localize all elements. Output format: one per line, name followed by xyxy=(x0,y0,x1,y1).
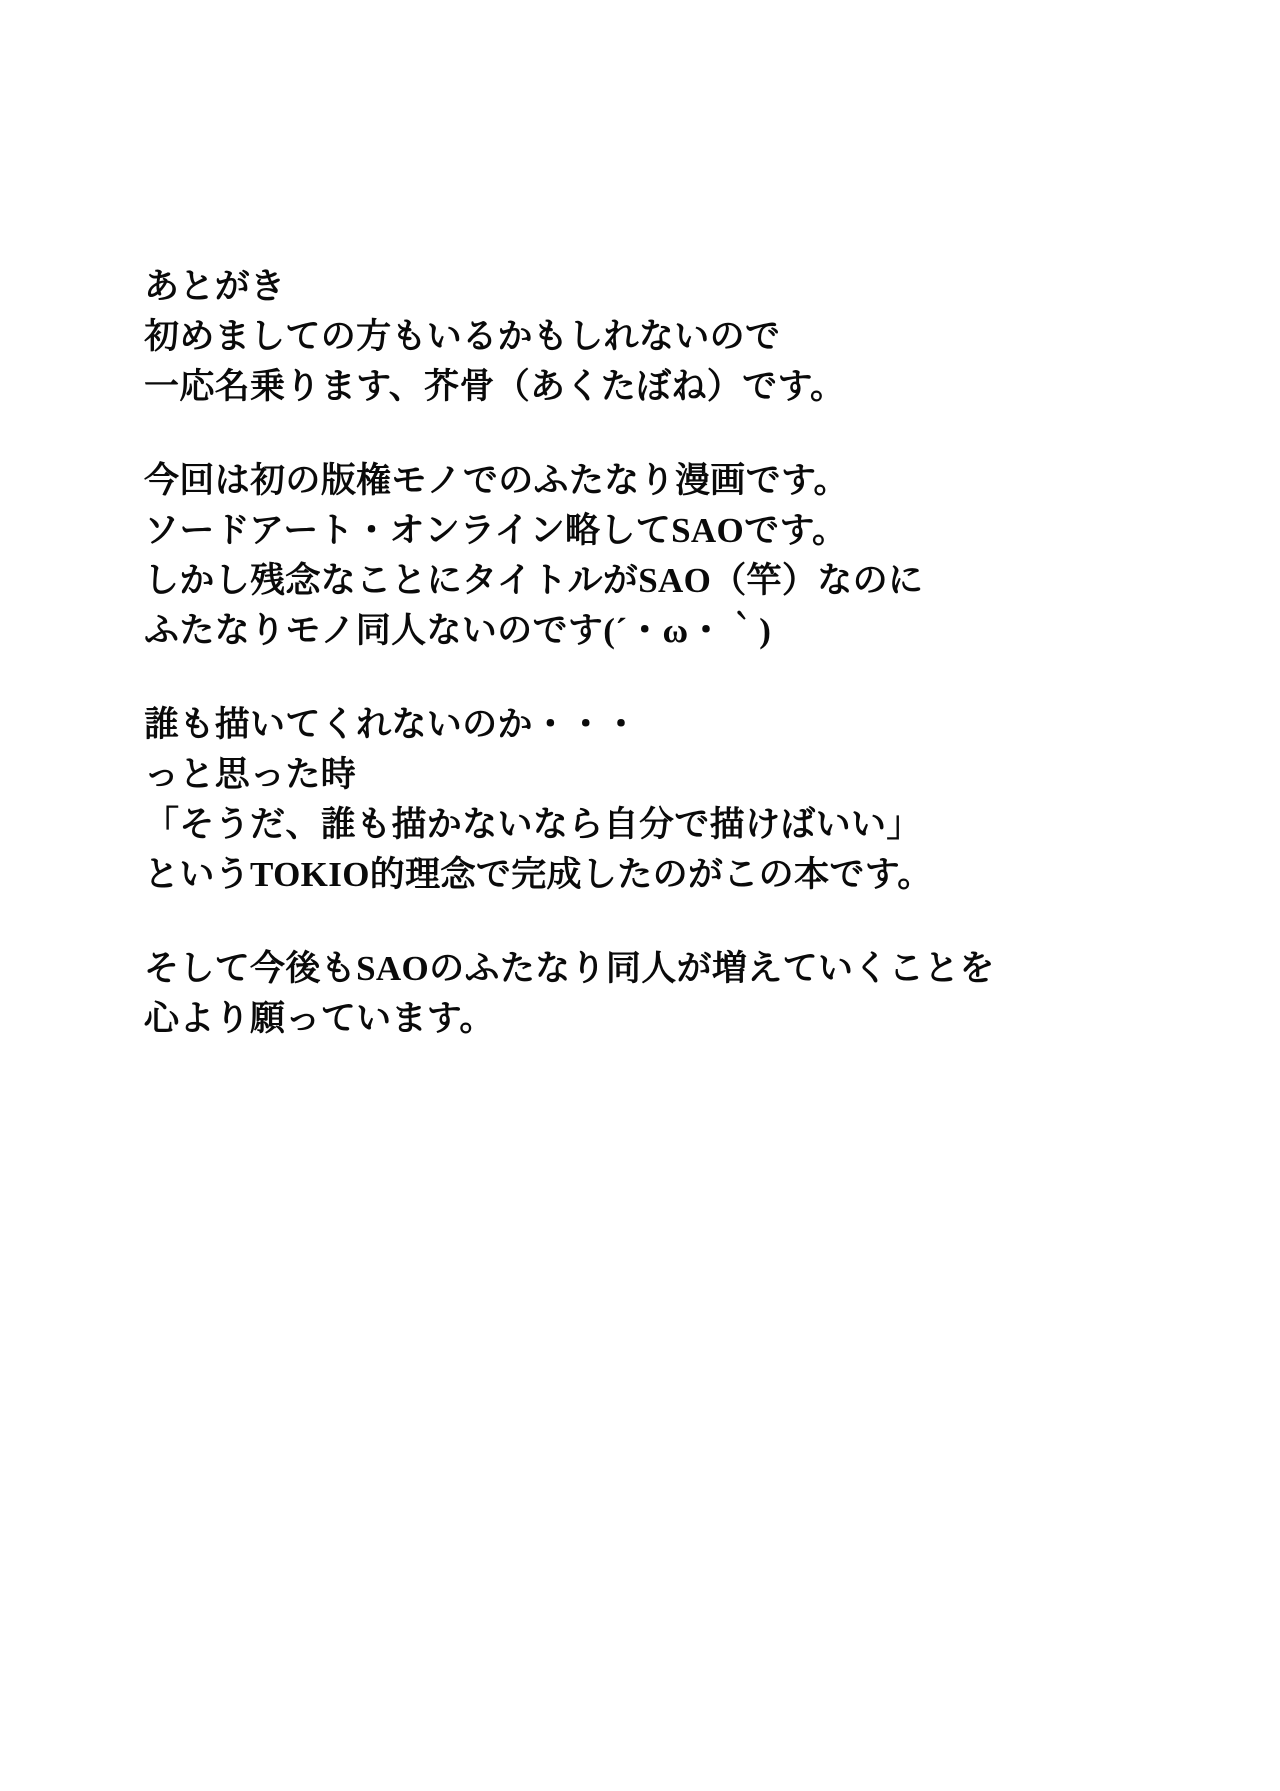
text-line: そして今後もSAOのふたなり同人が増えていくことを xyxy=(144,949,995,988)
text-line: ソードアート・オンライン略してSAOです。 xyxy=(144,511,848,550)
text-line: 一応名乗ります、芥骨（あくたぼね）です。 xyxy=(144,367,846,406)
paragraph-motivation xyxy=(144,700,1124,900)
text-line: 心より願っています。 xyxy=(144,999,495,1038)
afterword-text-block xyxy=(144,262,1124,1044)
text-line: 今回は初の版権モノでのふたなり漫画です。 xyxy=(144,461,849,500)
text-line: 誰も描いてくれないのか・・・ xyxy=(144,705,639,744)
paragraph-about-work xyxy=(144,456,1124,656)
text-line: っと思った時 xyxy=(144,755,357,794)
text-line: 初めましての方もいるかもしれないので xyxy=(144,317,781,356)
text-line: あとがき xyxy=(144,267,286,306)
text-line: しかし残念なことにタイトルがSAO（竿）なのに xyxy=(144,561,924,600)
text-line: ふたなりモノ同人ないのです(´・ω・｀) xyxy=(144,611,772,650)
text-line: というTOKIO的理念で完成したのがこの本です。 xyxy=(144,855,933,894)
paragraph-intro xyxy=(144,262,1124,412)
paragraph-closing xyxy=(144,944,1124,1044)
text-line: 「そうだ、誰も描かないなら自分で描けばいい」 xyxy=(144,805,922,844)
